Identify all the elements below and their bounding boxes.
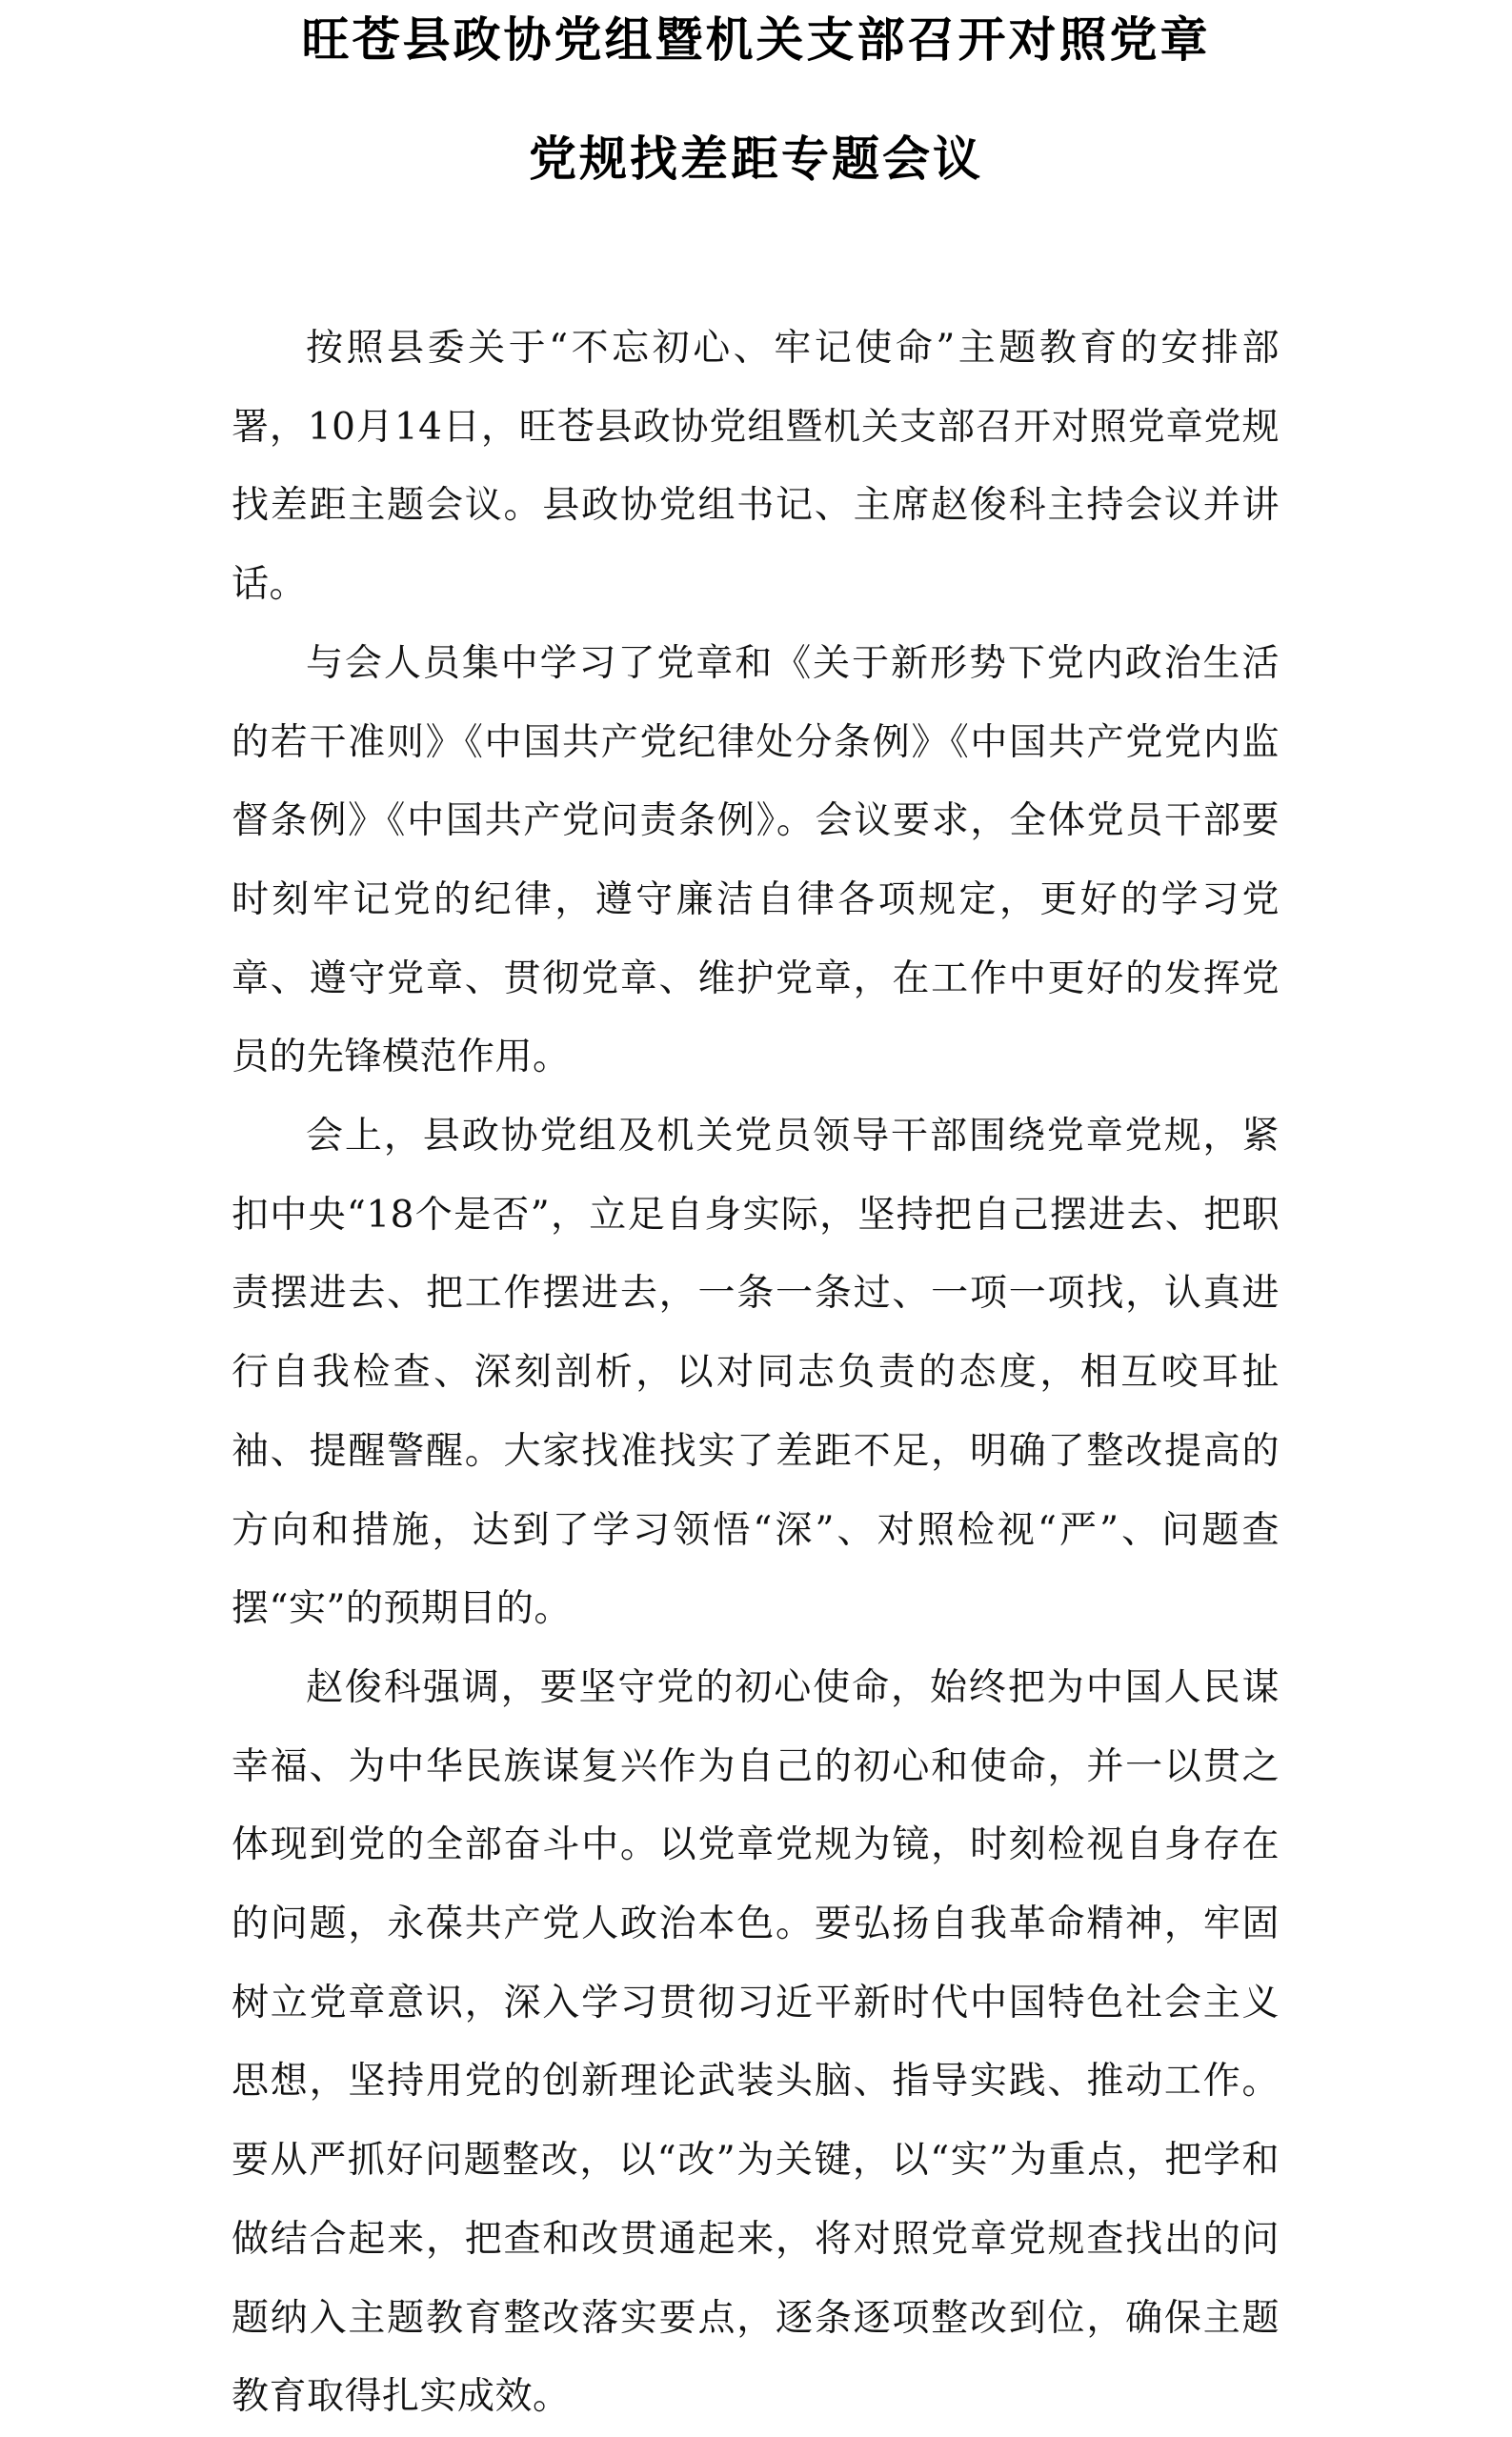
paragraph-4: 赵俊科强调，要坚守党的初心使命，始终把为中国人民谋幸福、为中华民族谋复兴作为自己的初心和使命，并一以贯之体现到党的全部奋斗中。以党章党规为镜，时刻检视自身存在的问题，永葆共产党人政治本色。要弘扬自我革命精神，牢固树立党章意识，深入学习贯彻习近平新时代中国特色社会主义思想，坚持用党的创新理论武装头脑、指导实践、推动工作。要从严抓好问题整改，以“改”为关键，以“实”为重点，把学和做结合起来，把查和改贯通起来，将对照党章党规查找出的问题纳入主题教育整改落实要点，逐条逐项整改到位，确保主题教育取得扎实成效。 bbox=[232, 1665, 1280, 2419]
paragraph-3: 会上，县政协党组及机关党员领导干部围绕党章党规，紧扣中央“18个是否”，立足自身实际，坚持把自己摆进去、把职责摆进去、把工作摆进去，一条一条过、一项一项找，认真进行自我检查、深刻剖析，以对同志负责的态度，相互咬耳扯袖、提醒警醒。大家找准找实了差距不足，明确了整改提高的方向和措施，达到了学习领悟“深”、对照检视“严”、问题查摆“实”的预期目的。 bbox=[232, 1115, 1280, 1631]
page-title-line-1: 旺苍县政协党组暨机关支部召开对照党章 bbox=[301, 12, 1211, 68]
article-body bbox=[232, 310, 1280, 2437]
page-title-line-2: 党规找差距专题会议 bbox=[529, 131, 983, 187]
paragraph-1: 按照县委关于“不忘初心、牢记使命”主题教育的安排部署，10月14日，旺苍县政协党组暨机关支部召开对照党章党规找差距主题会议。县政协党组书记、主席赵俊科主持会议并讲话。 bbox=[232, 327, 1280, 607]
paragraph-2: 与会人员集中学习了党章和《关于新形势下党内政治生活的若干准则》《中国共产党纪律处分条例》《中国共产党党内监督条例》《中国共产党问责条例》。会议要求，全体党员干部要时刻牢记党的纪律，遵守廉洁自律各项规定，更好的学习党章、遵守党章、贯彻党章、维护党章，在工作中更好的发挥党员的先锋模范作用。 bbox=[232, 641, 1280, 1079]
